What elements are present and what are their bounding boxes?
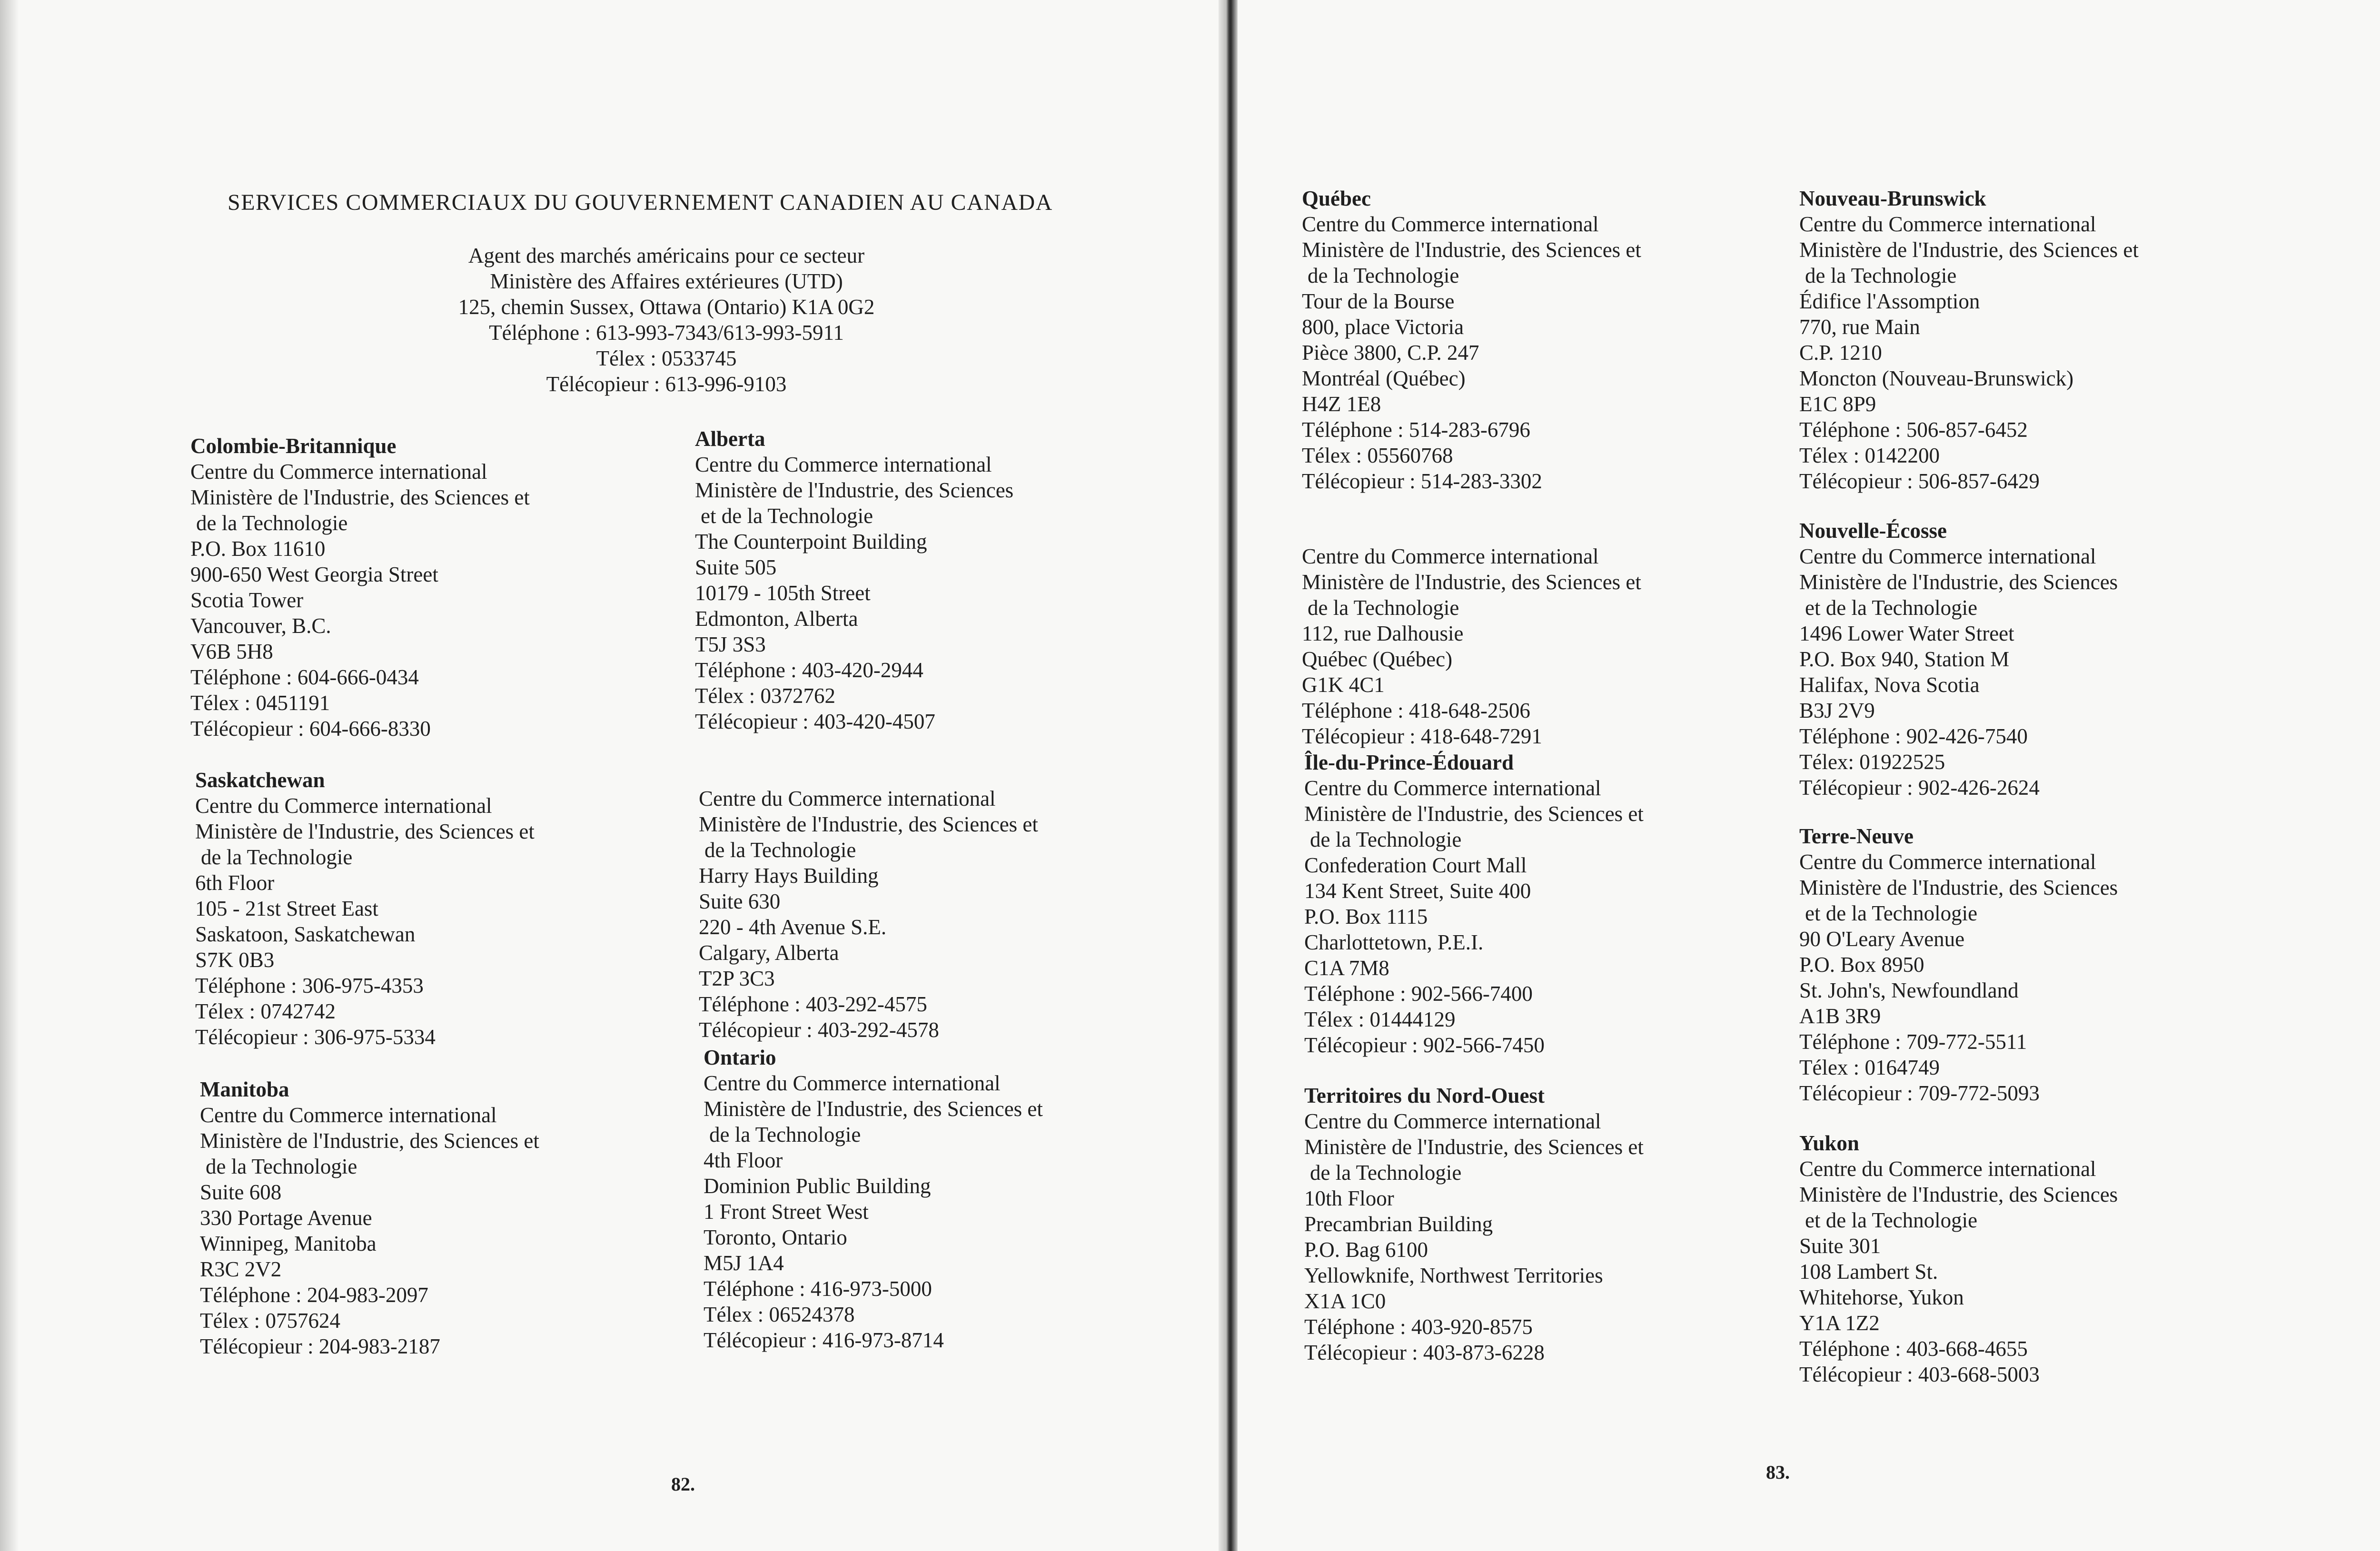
address-line: de la Technologie: [196, 511, 348, 535]
address-line: Télex : 01444129: [1304, 1008, 1456, 1031]
address-line: Centre du Commerce international: [704, 1071, 1001, 1095]
address-line: Téléphone : 506-857-6452: [1799, 418, 2028, 442]
address-line: Télécopieur : 604-666-8330: [190, 717, 431, 741]
office-ontario: [704, 1045, 1043, 1353]
address-line: Centre du Commerce international: [200, 1103, 497, 1127]
address-line: P.O. Box 940, Station M: [1799, 647, 2010, 671]
office-saskatchewan: [195, 767, 535, 1050]
address-line: C.P. 1210: [1799, 341, 1882, 365]
address-line: Télex : 06524378: [704, 1303, 855, 1326]
office-quebec-city: [1302, 518, 1641, 749]
office-yukon: [1799, 1130, 2118, 1387]
address-line: Télécopieur : 902-426-2624: [1799, 776, 2040, 800]
agent-line: Ministère des Affaires extérieures (UTD): [490, 269, 843, 293]
office-name: Saskatchewan: [195, 768, 325, 792]
office-manitoba: [200, 1077, 539, 1359]
address-line: Télécopieur : 403-668-5003: [1799, 1363, 2040, 1386]
address-line: Centre du Commerce international: [1302, 212, 1599, 236]
address-line: de la Technologie: [704, 838, 856, 862]
address-line: 134 Kent Street, Suite 400: [1304, 879, 1531, 903]
address-line: Télécopieur : 902-566-7450: [1304, 1033, 1545, 1057]
address-line: Télex : 0742742: [195, 999, 336, 1023]
address-line: Centre du Commerce international: [195, 794, 492, 818]
left-page-edge: [0, 0, 19, 1551]
office-name: [699, 760, 1038, 786]
address-line: G1K 4C1: [1302, 673, 1385, 697]
address-line: Centre du Commerce international: [699, 787, 996, 810]
address-line: Téléphone : 514-283-6796: [1302, 418, 1530, 442]
address-line: Suite 301: [1799, 1234, 1881, 1258]
address-line: Suite 630: [699, 889, 781, 913]
office-quebec-montreal: [1302, 186, 1641, 494]
address-line: Scotia Tower: [190, 588, 304, 612]
address-line: Québec (Québec): [1302, 647, 1453, 671]
address-line: Télécopieur : 709-772-5093: [1799, 1081, 2040, 1105]
address-line: Télécopieur : 514-283-3302: [1302, 469, 1542, 493]
address-line: Ministère de l'Industrie, des Sciences et: [704, 1097, 1043, 1121]
agent-line: Téléphone : 613-993-7343/613-993-5911: [489, 321, 844, 345]
address-line: Saskatoon, Saskatchewan: [195, 922, 416, 946]
address-line: T5J 3S3: [695, 632, 766, 656]
address-line: P.O. Box 11610: [190, 537, 326, 561]
address-line: Ministère de l'Industrie, des Sciences et: [1799, 238, 2139, 262]
address-line: Téléphone : 418-648-2506: [1302, 699, 1530, 722]
address-line: Ministère de l'Industrie, des Sciences et: [1302, 570, 1641, 594]
address-line: Centre du Commerce international: [1302, 544, 1599, 568]
page-title: SERVICES COMMERCIAUX DU GOUVERNEMENT CANADIEN AU CANADA: [228, 190, 1053, 215]
office-ile-du-prince-edouard: [1304, 750, 1644, 1058]
address-line: Yellowknife, Northwest Territories: [1304, 1264, 1603, 1287]
address-line: S7K 0B3: [195, 948, 275, 972]
address-line: The Counterpoint Building: [695, 530, 927, 553]
address-line: P.O. Box 8950: [1799, 953, 1924, 977]
address-line: et de la Technologie: [1805, 1208, 1978, 1232]
address-line: Ministère de l'Industrie, des Sciences: [695, 478, 1014, 502]
office-name: Colombie-Britannique: [190, 434, 397, 458]
address-line: Ministère de l'Industrie, des Sciences et: [1304, 1135, 1644, 1159]
address-line: Pièce 3800, C.P. 247: [1302, 341, 1479, 365]
address-line: Télex : 0451191: [190, 691, 330, 715]
address-line: 105 - 21st Street East: [195, 897, 378, 920]
address-line: 330 Portage Avenue: [200, 1206, 372, 1230]
address-line: Edmonton, Alberta: [695, 607, 858, 631]
office-territoires-du-nord-ouest: [1304, 1083, 1644, 1365]
address-line: 10179 - 105th Street: [695, 581, 871, 605]
address-line: de la Technologie: [1805, 264, 1957, 287]
address-line: Télex : 0757624: [200, 1309, 340, 1333]
address-line: Télécopieur : 403-292-4578: [699, 1018, 939, 1042]
address-line: Télex : 05560768: [1302, 444, 1453, 467]
address-line: et de la Technologie: [1805, 596, 1978, 620]
address-line: Télex : 0164749: [1799, 1056, 1940, 1079]
address-line: B3J 2V9: [1799, 699, 1875, 722]
address-line: Télécopieur : 416-973-8714: [704, 1328, 944, 1352]
address-line: Halifax, Nova Scotia: [1799, 673, 1980, 697]
agent-line: 125, chemin Sussex, Ottawa (Ontario) K1A 0G2: [458, 295, 875, 319]
address-line: Suite 505: [695, 555, 777, 579]
office-name: Terre-Neuve: [1799, 824, 1914, 848]
address-line: Centre du Commerce international: [190, 460, 487, 484]
address-line: de la Technologie: [1308, 596, 1459, 620]
address-line: Téléphone : 902-426-7540: [1799, 724, 2028, 748]
book-gutter: [1219, 0, 1238, 1551]
agent-line: Télex : 0533745: [596, 346, 737, 370]
office-nouveau-brunswick: [1799, 186, 2139, 494]
office-name: Manitoba: [200, 1077, 289, 1101]
address-line: 1496 Lower Water Street: [1799, 622, 2014, 645]
address-line: 1 Front Street West: [704, 1200, 869, 1224]
address-line: Centre du Commerce international: [1304, 776, 1601, 800]
address-line: Ministère de l'Industrie, des Sciences et: [1302, 238, 1641, 262]
office-name: Alberta: [695, 427, 765, 451]
address-line: Téléphone : 403-420-2944: [695, 658, 923, 682]
right-page: [1238, 0, 2380, 1551]
address-line: E1C 8P9: [1799, 392, 1876, 416]
address-line: Y1A 1Z2: [1799, 1311, 1880, 1335]
office-alberta-calgary: [699, 760, 1038, 1043]
address-line: Télécopieur : 306-975-5334: [195, 1025, 436, 1049]
address-line: M5J 1A4: [704, 1251, 784, 1275]
office-terre-neuve: [1799, 823, 2118, 1106]
address-line: Ministère de l'Industrie, des Sciences: [1799, 570, 2118, 594]
address-line: P.O. Bag 6100: [1304, 1238, 1428, 1262]
address-line: Moncton (Nouveau-Brunswick): [1799, 366, 2074, 390]
address-line: Vancouver, B.C.: [190, 614, 331, 638]
address-line: A1B 3R9: [1799, 1004, 1881, 1028]
address-line: de la Technologie: [709, 1123, 861, 1146]
address-line: P.O. Box 1115: [1304, 905, 1428, 929]
address-line: Centre du Commerce international: [1799, 1157, 2096, 1181]
address-line: Centre du Commerce international: [1799, 850, 2096, 874]
address-line: Toronto, Ontario: [704, 1225, 847, 1249]
address-line: Centre du Commerce international: [1799, 544, 2096, 568]
address-line: de la Technologie: [201, 845, 353, 869]
address-line: 112, rue Dalhousie: [1302, 622, 1464, 645]
address-line: de la Technologie: [206, 1155, 357, 1178]
address-line: 6th Floor: [195, 871, 275, 895]
address-line: Centre du Commerce international: [695, 453, 992, 476]
trade-agent-block: [419, 243, 914, 397]
address-line: Téléphone : 709-772-5511: [1799, 1030, 2027, 1054]
address-line: 10th Floor: [1304, 1186, 1394, 1210]
office-name: Territoires du Nord-Ouest: [1304, 1084, 1545, 1107]
address-line: Montréal (Québec): [1302, 366, 1466, 390]
address-line: de la Technologie: [1308, 264, 1459, 287]
address-line: Téléphone : 416-973-5000: [704, 1277, 932, 1301]
address-line: Télex: 01922525: [1799, 750, 1945, 774]
address-line: Télécopieur : 418-648-7291: [1302, 724, 1542, 748]
office-name: Île-du-Prince-Édouard: [1304, 751, 1514, 774]
address-line: Ministère de l'Industrie, des Sciences et: [190, 485, 530, 509]
address-line: de la Technologie: [1310, 1161, 1462, 1185]
address-line: Charlottetown, P.E.I.: [1304, 930, 1484, 954]
address-line: Télécopieur : 403-420-4507: [695, 710, 935, 733]
page-number: 83.: [1766, 1462, 1790, 1483]
agent-line: Agent des marchés américains pour ce secteur: [468, 244, 865, 267]
address-line: Téléphone : 204-983-2097: [200, 1283, 428, 1307]
address-line: Téléphone : 403-920-8575: [1304, 1315, 1533, 1339]
address-line: Calgary, Alberta: [699, 941, 839, 965]
address-line: Ministère de l'Industrie, des Sciences et: [1304, 802, 1644, 826]
address-line: 4th Floor: [704, 1148, 783, 1172]
address-line: Téléphone : 403-668-4655: [1799, 1337, 2028, 1361]
address-line: Tour de la Bourse: [1302, 289, 1455, 313]
address-line: Télex : 0372762: [695, 684, 835, 708]
office-name: Nouvelle-Écosse: [1799, 519, 1947, 543]
address-line: Winnipeg, Manitoba: [200, 1232, 377, 1255]
address-line: Ministère de l'Industrie, des Sciences et: [195, 820, 535, 843]
address-line: Téléphone : 403-292-4575: [699, 992, 927, 1016]
office-name: [1302, 518, 1641, 543]
address-line: Harry Hays Building: [699, 864, 879, 888]
address-line: C1A 7M8: [1304, 956, 1389, 980]
address-line: Téléphone : 306-975-4353: [195, 974, 424, 998]
address-line: de la Technologie: [1310, 828, 1462, 851]
page-number: 82.: [671, 1473, 695, 1495]
address-line: et de la Technologie: [701, 504, 873, 528]
office-alberta-edmonton: [695, 426, 1013, 734]
address-line: Ministère de l'Industrie, des Sciences et: [200, 1129, 539, 1153]
address-line: Dominion Public Building: [704, 1174, 931, 1198]
address-line: Whitehorse, Yukon: [1799, 1285, 1964, 1309]
address-line: 90 O'Leary Avenue: [1799, 927, 1965, 951]
office-name: Yukon: [1799, 1131, 1859, 1155]
office-nouvelle-ecosse: [1799, 518, 2118, 800]
office-name: Nouveau-Brunswick: [1799, 187, 1986, 210]
address-line: Édifice l'Assomption: [1799, 289, 1980, 313]
address-line: 770, rue Main: [1799, 315, 1920, 339]
office-name: Ontario: [704, 1046, 776, 1069]
address-line: Confederation Court Mall: [1304, 853, 1527, 877]
address-line: 800, place Victoria: [1302, 315, 1464, 339]
address-line: Ministère de l'Industrie, des Sciences: [1799, 876, 2118, 899]
address-line: 900-650 West Georgia Street: [190, 563, 438, 586]
address-line: Téléphone : 604-666-0434: [190, 665, 419, 689]
address-line: R3C 2V2: [200, 1257, 282, 1281]
address-line: et de la Technologie: [1805, 901, 1978, 925]
address-line: Ministère de l'Industrie, des Sciences et: [699, 812, 1038, 836]
address-line: Centre du Commerce international: [1304, 1109, 1601, 1133]
office-name: Québec: [1302, 187, 1371, 210]
office-colombie-britannique: [190, 433, 530, 741]
address-line: Téléphone : 902-566-7400: [1304, 982, 1533, 1006]
address-line: Ministère de l'Industrie, des Sciences: [1799, 1183, 2118, 1206]
address-line: Télécopieur : 506-857-6429: [1799, 469, 2040, 493]
address-line: Télécopieur : 403-873-6228: [1304, 1341, 1545, 1364]
address-line: H4Z 1E8: [1302, 392, 1381, 416]
address-line: V6B 5H8: [190, 640, 273, 663]
address-line: Precambrian Building: [1304, 1212, 1493, 1236]
address-line: St. John's, Newfoundland: [1799, 978, 2019, 1002]
address-line: Suite 608: [200, 1180, 282, 1204]
agent-line: Télécopieur : 613-996-9103: [546, 372, 787, 396]
address-line: X1A 1C0: [1304, 1289, 1386, 1313]
address-line: T2P 3C3: [699, 967, 775, 990]
address-line: 220 - 4th Avenue S.E.: [699, 915, 887, 939]
address-line: Centre du Commerce international: [1799, 212, 2096, 236]
address-line: 108 Lambert St.: [1799, 1260, 1938, 1284]
address-line: Télex : 0142200: [1799, 444, 1940, 467]
address-line: Télécopieur : 204-983-2187: [200, 1334, 440, 1358]
